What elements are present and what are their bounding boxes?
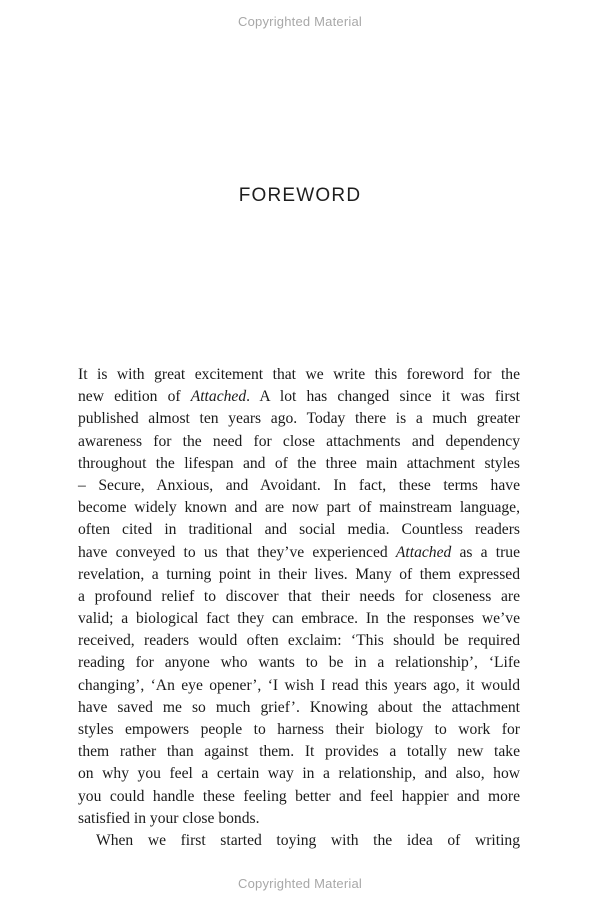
text-segment: have saved me so much grief’. Knowing about the attachment [78, 698, 520, 716]
text-line [78, 586, 520, 608]
text-segment: published almost ten years ago. Today there is a much greater [78, 410, 520, 428]
text-segment: revelation, a turning point in their lives. Many of them expressed [78, 565, 520, 583]
text-segment: as a true [451, 543, 520, 561]
text-segment: . A lot has changed since it was first [246, 388, 520, 406]
book-title-italic: Attached [190, 388, 247, 406]
text-line [78, 564, 520, 586]
text-line [78, 719, 520, 741]
text-segment: you could handle these feeling better and feel happier and more [78, 787, 520, 805]
text-segment: them rather than against them. It provides a totally new take [78, 743, 520, 761]
text-line [78, 608, 520, 630]
text-line [78, 763, 520, 785]
text-line [78, 808, 520, 830]
text-segment: new edition of [78, 388, 191, 406]
text-segment: awareness for the need for close attachments and dependency [78, 432, 520, 450]
text-line [78, 741, 520, 763]
text-line [78, 453, 520, 475]
text-segment: become widely known and are now part of mainstream language, [78, 499, 520, 517]
text-segment: valid; a biological fact they can embrace. In the responses we’ve [78, 610, 520, 628]
text-segment: satisfied in your close bonds. [78, 809, 260, 827]
text-segment: a profound relief to discover that their needs for closeness are [78, 587, 520, 605]
copyright-watermark-bottom: Copyrighted Material [238, 876, 362, 891]
text-line [78, 830, 520, 852]
text-line [78, 431, 520, 453]
text-segment: have conveyed to us that they’ve experienced [78, 543, 396, 561]
text-segment: reading for anyone who wants to be in a relationship’, ‘Life [78, 654, 520, 672]
text-line [78, 542, 520, 564]
text-segment: throughout the lifespan and of the three main attachment styles [78, 454, 520, 472]
copyright-watermark-top: Copyrighted Material [238, 14, 362, 29]
text-segment: often cited in traditional and social media. Countless readers [78, 521, 520, 539]
text-line [78, 675, 520, 697]
text-segment: received, readers would often exclaim: ‘This should be required [78, 632, 520, 650]
text-line [78, 630, 520, 652]
text-segment: on why you feel a certain way in a relationship, and also, how [78, 765, 520, 783]
book-title-italic: Attached [395, 543, 452, 561]
text-line [78, 475, 520, 497]
text-line [78, 364, 520, 386]
text-segment: styles empowers people to harness their biology to work for [78, 721, 520, 738]
text-segment: It is with great excitement that we write this foreword for the [78, 366, 520, 383]
text-line [78, 408, 520, 430]
text-line [78, 786, 520, 808]
chapter-heading: FOREWORD [238, 185, 362, 206]
text-segment: When we first started toying with the idea of writing [96, 831, 520, 849]
text-segment: – Secure, Anxious, and Avoidant. In fact, these terms have [78, 476, 520, 494]
text-segment: changing’, ‘An eye opener’, ‘I wish I read this years ago, it would [78, 676, 520, 694]
text-line [78, 386, 520, 408]
text-line [78, 497, 520, 519]
text-line [78, 697, 520, 719]
text-line [78, 652, 520, 674]
text-line [78, 519, 520, 541]
foreword-body-text [78, 364, 520, 852]
